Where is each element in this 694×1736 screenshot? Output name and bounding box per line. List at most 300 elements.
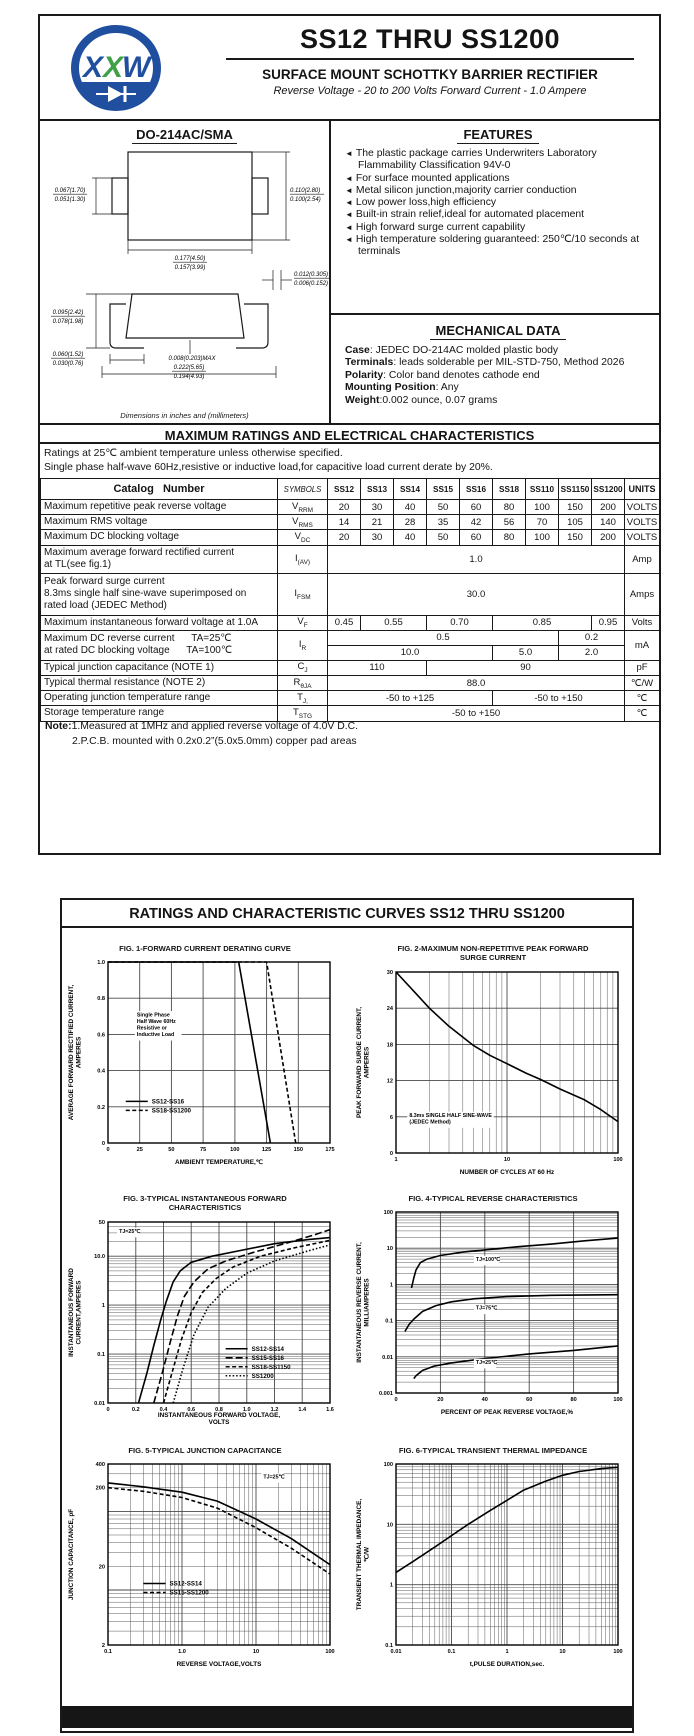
feature-text: The plastic package carries Underwriters Laboratory Flammability Classification 94V-0 bbox=[355, 148, 597, 172]
svg-text:25: 25 bbox=[136, 1147, 143, 1154]
note-line-2: 2.P.C.B. mounted with 0.2x0.2”(5.0x5.0mm) copper pad areas bbox=[72, 736, 357, 748]
svg-text:JUNCTION CAPACITANCE, pF: JUNCTION CAPACITANCE, pF bbox=[68, 1509, 75, 1601]
mechanical-entries bbox=[345, 345, 651, 407]
svg-text:100: 100 bbox=[325, 1649, 335, 1656]
svg-text:100: 100 bbox=[613, 1156, 623, 1163]
feature-text: For surface mounted applications bbox=[355, 172, 510, 184]
svg-text:60: 60 bbox=[526, 1397, 533, 1404]
value-cell: 200 bbox=[592, 530, 625, 545]
svg-text:Single Phase: Single Phase bbox=[136, 1012, 170, 1019]
table-row bbox=[41, 573, 660, 615]
svg-text:0.6: 0.6 bbox=[97, 1032, 105, 1039]
svg-text:30: 30 bbox=[386, 969, 393, 976]
value-cell: 60 bbox=[460, 500, 493, 515]
datasheet-page-2 bbox=[60, 898, 634, 1733]
table-row bbox=[41, 500, 660, 515]
bullet-icon: ◄ bbox=[345, 222, 353, 232]
value-cell: 50 bbox=[427, 500, 460, 515]
value-cell: 30 bbox=[361, 500, 394, 515]
svg-text:8.3ms SINGLE HALF SINE-WAVE: 8.3ms SINGLE HALF SINE-WAVE bbox=[409, 1112, 492, 1119]
product-subtitle: SURFACE MOUNT SCHOTTKY BARRIER RECTIFIER bbox=[262, 67, 598, 82]
value-cell: 200 bbox=[592, 500, 625, 515]
svg-text:20: 20 bbox=[98, 1564, 105, 1571]
package-outline-section bbox=[40, 119, 331, 425]
svg-text:0.8: 0.8 bbox=[215, 1406, 223, 1413]
svg-text:0.2: 0.2 bbox=[131, 1406, 140, 1413]
value-cell: 10.0 bbox=[328, 645, 493, 660]
max-ratings-banner: MAXIMUM RATINGS AND ELECTRICAL CHARACTERISTICS bbox=[40, 423, 659, 444]
logo-letter-x1: X bbox=[83, 51, 104, 84]
figure-fig5 bbox=[66, 1446, 344, 1674]
svg-text:AVERAGE FORWARD RECTIFIED CURR: AVERAGE FORWARD RECTIFIED CURRENT, bbox=[68, 985, 75, 1121]
figure-fig4 bbox=[354, 1194, 632, 1422]
svg-text:SS12-SS14: SS12-SS14 bbox=[169, 1581, 202, 1589]
svg-text:50: 50 bbox=[168, 1147, 175, 1154]
row-symbol: $C_J$ bbox=[278, 660, 328, 675]
value-cell: 0.70 bbox=[427, 615, 493, 630]
value-cell: 35 bbox=[427, 515, 460, 530]
curves-banner: RATINGS AND CHARACTERISTIC CURVES SS12 THRU SS1200 bbox=[62, 900, 632, 928]
dim-body_width-mm: 0.100(2.54) bbox=[290, 197, 321, 203]
value-cell: 140 bbox=[592, 515, 625, 530]
feature-item bbox=[345, 173, 651, 185]
feature-item bbox=[345, 209, 651, 221]
svg-text:175: 175 bbox=[325, 1147, 335, 1154]
svg-text:MILLIAMPERES: MILLIAMPERES bbox=[363, 1278, 371, 1328]
svg-text:1.4: 1.4 bbox=[298, 1406, 307, 1413]
dim-lead_width-mm: 0.051(1.30) bbox=[54, 197, 86, 203]
svg-text:80: 80 bbox=[570, 1397, 577, 1404]
note-line-1: Note:1.Measured at 1MHz and applied reverse voltage of 4.0V D.C. bbox=[45, 721, 359, 732]
feature-item bbox=[345, 148, 651, 173]
svg-text:INSTANTANEOUS FORWARD: INSTANTANEOUS FORWARD bbox=[68, 1268, 75, 1357]
value-cell: 56 bbox=[493, 515, 526, 530]
svg-text:0.1: 0.1 bbox=[385, 1643, 393, 1650]
unit-cell: ℃ bbox=[625, 691, 660, 706]
svg-text:0.8: 0.8 bbox=[97, 996, 105, 1003]
svg-text:0.01: 0.01 bbox=[382, 1355, 393, 1362]
fig2-title: FIG. 2-MAXIMUM NON-REPETITIVE PEAK FORWARD SURGE CURRENT bbox=[397, 944, 589, 963]
dim-standoff-inch: 0.008(0.203)MAX bbox=[168, 356, 216, 362]
value-cell: 42 bbox=[460, 515, 493, 530]
col-catalog-number: Catalog Number bbox=[41, 479, 278, 500]
title-rule bbox=[226, 58, 634, 60]
mechanical-entry: Weight:0.002 ounce, 0.07 grams bbox=[345, 394, 498, 406]
dim-body_height-inch: 0.095(2.42) bbox=[52, 310, 84, 316]
fig6-chart bbox=[354, 1457, 626, 1669]
svg-text:1: 1 bbox=[389, 1583, 393, 1590]
svg-text:10: 10 bbox=[386, 1246, 393, 1253]
svg-text:SS18-SS1200: SS18-SS1200 bbox=[151, 1108, 191, 1116]
svg-text:PERCENT OF PEAK REVERSE VOLTAG: PERCENT OF PEAK REVERSE VOLTAGE,% bbox=[440, 1409, 574, 1417]
svg-text:10: 10 bbox=[559, 1649, 566, 1656]
svg-text:1: 1 bbox=[505, 1649, 509, 1656]
svg-text:10: 10 bbox=[503, 1156, 511, 1163]
bullet-icon: ◄ bbox=[345, 198, 353, 208]
logo-letter-x2: X bbox=[103, 51, 124, 84]
row-symbol: $V_F$ bbox=[278, 615, 328, 630]
features-list bbox=[345, 148, 651, 258]
mechanical-entry: Case: JEDEC DO-214AC molded plastic body bbox=[345, 344, 559, 356]
value-cell: 0.2 bbox=[559, 630, 625, 645]
svg-text:10: 10 bbox=[252, 1649, 260, 1656]
svg-text:24: 24 bbox=[386, 1006, 393, 1013]
right-column bbox=[331, 119, 661, 425]
svg-text:75: 75 bbox=[200, 1147, 207, 1154]
bullet-icon: ◄ bbox=[345, 173, 353, 183]
mechanical-entry: Polarity: Color band denotes cathode end bbox=[345, 369, 540, 381]
svg-text:NUMBER OF CYCLES AT 60 Hz: NUMBER OF CYCLES AT 60 Hz bbox=[459, 1168, 555, 1176]
table-row bbox=[41, 515, 660, 530]
row-symbol: $T_{STG}$ bbox=[278, 706, 328, 721]
svg-text:0: 0 bbox=[106, 1147, 110, 1154]
value-cell: 0.55 bbox=[361, 615, 427, 630]
mechanical-data-section bbox=[331, 315, 661, 407]
fig1-title: FIG. 1-FORWARD CURRENT DERATING CURVE bbox=[119, 944, 291, 953]
fig2-chart bbox=[354, 965, 626, 1177]
svg-text:TJ=100℃: TJ=100℃ bbox=[475, 1257, 500, 1264]
value-cell: 0.85 bbox=[493, 615, 592, 630]
value-cell: 14 bbox=[328, 515, 361, 530]
svg-text:100: 100 bbox=[613, 1397, 623, 1404]
bullet-icon: ◄ bbox=[345, 149, 353, 158]
svg-text:TJ=25℃: TJ=25℃ bbox=[475, 1360, 498, 1367]
company-logo bbox=[70, 24, 162, 112]
col-device-SS1150: SS1150 bbox=[559, 479, 592, 500]
fig5-chart bbox=[66, 1457, 338, 1669]
svg-text:SS18-SS1150: SS18-SS1150 bbox=[251, 1363, 291, 1371]
svg-text:1: 1 bbox=[101, 1303, 105, 1310]
svg-text:(JEDEC Method): (JEDEC Method) bbox=[409, 1119, 451, 1126]
svg-text:0.1: 0.1 bbox=[97, 1352, 105, 1359]
fig5-title: FIG. 5-TYPICAL JUNCTION CAPACITANCE bbox=[128, 1446, 282, 1455]
svg-text:SS12-SS14: SS12-SS14 bbox=[251, 1345, 285, 1353]
value-cell: 0.5 bbox=[328, 630, 559, 645]
unit-cell: pF bbox=[625, 660, 660, 675]
svg-text:Inductive Load: Inductive Load bbox=[136, 1032, 175, 1039]
features-heading: FEATURES bbox=[345, 127, 651, 142]
svg-text:10: 10 bbox=[386, 1522, 393, 1529]
dim-body_length-inch: 0.177(4.50) bbox=[174, 256, 206, 262]
unit-cell: VOLTS bbox=[625, 530, 660, 545]
unit-cell: Volts bbox=[625, 615, 660, 630]
row-label: Maximum DC reverse current TA=25℃ at rated DC blocking voltage TA=100℃ bbox=[41, 630, 278, 660]
figure-fig3 bbox=[66, 1194, 344, 1432]
dim-terminal_thickness-mm: 0.006(0.152) bbox=[294, 281, 329, 287]
svg-text:CURRENT,AMPERES: CURRENT,AMPERES bbox=[75, 1280, 83, 1345]
unit-cell: Amp bbox=[625, 545, 660, 573]
svg-text:0.2: 0.2 bbox=[97, 1105, 105, 1112]
table-row bbox=[41, 630, 660, 645]
value-cell: 0.95 bbox=[592, 615, 625, 630]
row-label: Typical thermal resistance (NOTE 2) bbox=[41, 675, 278, 690]
svg-text:℃/W: ℃/W bbox=[363, 1547, 371, 1563]
part-number-title: SS12 THRU SS1200 bbox=[299, 24, 561, 54]
value-cell: 150 bbox=[559, 530, 592, 545]
svg-text:INSTANTANEOUS FORWARD VOLTAGE,: INSTANTANEOUS FORWARD VOLTAGE, bbox=[157, 1411, 281, 1419]
fig4-title: FIG. 4-TYPICAL REVERSE CHARACTERISTICS bbox=[408, 1194, 578, 1203]
figure-fig1 bbox=[66, 944, 344, 1172]
table-row bbox=[41, 660, 660, 675]
value-cell: 90 bbox=[427, 660, 625, 675]
svg-text:0.4: 0.4 bbox=[159, 1406, 168, 1413]
svg-text:INSTANTANEOUS REVERSE CURRENT,: INSTANTANEOUS REVERSE CURRENT, bbox=[356, 1242, 363, 1364]
svg-text:1: 1 bbox=[389, 1282, 393, 1289]
svg-text:VOLTS: VOLTS bbox=[208, 1418, 230, 1426]
table-row bbox=[41, 545, 660, 573]
header bbox=[40, 16, 659, 121]
row-label: Maximum average forward rectified current at TL(see fig.1) bbox=[41, 545, 278, 573]
dim-terminal_thickness-inch: 0.012(0.305) bbox=[294, 272, 329, 278]
dimensions-caption: Dimensions in inches and (millimeters) bbox=[120, 411, 249, 420]
svg-text:0.4: 0.4 bbox=[97, 1069, 105, 1076]
value-cell: 50 bbox=[427, 530, 460, 545]
col-device-SS110: SS110 bbox=[526, 479, 559, 500]
mechanical-entry: Mounting Position: Any bbox=[345, 382, 459, 394]
svg-text:AMPERES: AMPERES bbox=[75, 1037, 83, 1069]
dim-body_length-mm: 0.157(3.99) bbox=[174, 265, 206, 271]
row-symbol: $V_{DC}$ bbox=[278, 530, 328, 545]
package-drawing bbox=[40, 142, 331, 382]
value-cell: 1.0 bbox=[328, 545, 625, 573]
dim-body_height-mm: 0.078(1.98) bbox=[52, 319, 84, 325]
svg-text:0: 0 bbox=[106, 1406, 110, 1413]
ratings-table bbox=[40, 478, 660, 722]
fig1-chart bbox=[66, 955, 338, 1167]
feature-item bbox=[345, 234, 651, 259]
value-cell: 110 bbox=[328, 660, 427, 675]
dim-overall_length-mm: 0.194(4.93) bbox=[173, 374, 205, 380]
svg-text:40: 40 bbox=[481, 1397, 488, 1404]
figure-fig2 bbox=[354, 944, 632, 1182]
col-device-SS13: SS13 bbox=[361, 479, 394, 500]
row-label: Typical junction capacitance (NOTE 1) bbox=[41, 660, 278, 675]
row-label: Maximum repetitive peak reverse voltage bbox=[41, 500, 278, 515]
svg-text:0.1: 0.1 bbox=[104, 1649, 112, 1656]
table-header-row bbox=[41, 479, 660, 500]
feature-item bbox=[345, 197, 651, 209]
svg-text:400: 400 bbox=[95, 1462, 105, 1469]
svg-text:12: 12 bbox=[386, 1078, 393, 1085]
value-cell: 20 bbox=[328, 530, 361, 545]
dim-lead_length-mm: 0.030(0.76) bbox=[52, 361, 84, 367]
fig4-chart bbox=[354, 1205, 626, 1417]
value-cell: 40 bbox=[394, 500, 427, 515]
col-device-SS16: SS16 bbox=[460, 479, 493, 500]
row-label: Maximum RMS voltage bbox=[41, 515, 278, 530]
feature-text: Built-in strain relief,ideal for automated placement bbox=[355, 209, 585, 221]
dim-lead_length-inch: 0.060(1.52) bbox=[52, 352, 84, 358]
col-symbols: SYMBOLS bbox=[278, 479, 328, 500]
row-label: Maximum instantaneous forward voltage at 1.0A bbox=[41, 615, 278, 630]
svg-text:SS12-SS16: SS12-SS16 bbox=[151, 1099, 185, 1107]
table-row bbox=[41, 691, 660, 706]
svg-text:0: 0 bbox=[389, 1150, 393, 1157]
svg-text:TJ=25℃: TJ=25℃ bbox=[263, 1474, 285, 1481]
unit-cell: Amps bbox=[625, 573, 660, 615]
value-cell: 150 bbox=[559, 500, 592, 515]
value-cell: 60 bbox=[460, 530, 493, 545]
logo-letter-w: W bbox=[122, 51, 151, 84]
svg-text:1: 1 bbox=[394, 1156, 398, 1163]
bullet-icon: ◄ bbox=[345, 234, 353, 244]
ratings-intro-line2: Single phase half-wave 60Hz,resistive or inductive load,for capacitive load current derate by 20%. bbox=[44, 461, 493, 473]
feature-text: High temperature soldering guaranteed: 250℃/10 seconds at terminals bbox=[355, 233, 640, 258]
row-label: Operating junction temperature range bbox=[41, 691, 278, 706]
svg-text:1.0: 1.0 bbox=[97, 960, 105, 967]
svg-text:0.001: 0.001 bbox=[379, 1391, 393, 1398]
svg-text:SS15-SS16: SS15-SS16 bbox=[251, 1354, 285, 1362]
svg-text:100: 100 bbox=[230, 1147, 240, 1154]
svg-text:100: 100 bbox=[383, 1462, 393, 1469]
svg-text:0.01: 0.01 bbox=[390, 1649, 402, 1656]
unit-cell: ℃/W bbox=[625, 675, 660, 690]
value-cell: 80 bbox=[493, 530, 526, 545]
dim-overall_length-inch: 0.222(5.65) bbox=[173, 365, 205, 371]
svg-text:1.0: 1.0 bbox=[178, 1649, 186, 1656]
col-device-SS18: SS18 bbox=[493, 479, 526, 500]
svg-text:0.1: 0.1 bbox=[447, 1649, 456, 1656]
svg-text:PEAK FORWARD SURGE CURRENT,: PEAK FORWARD SURGE CURRENT, bbox=[356, 1006, 363, 1118]
svg-text:REVERSE VOLTAGE,VOLTS: REVERSE VOLTAGE,VOLTS bbox=[176, 1661, 262, 1669]
package-dimension-labels bbox=[51, 188, 331, 380]
mechanical-entry: Terminals: leads solderable per MIL-STD-750, Method 2026 bbox=[345, 357, 625, 369]
package-side-view bbox=[110, 294, 268, 348]
features-section bbox=[331, 119, 661, 315]
row-symbol: $I_{FSM}$ bbox=[278, 573, 328, 615]
svg-text:100: 100 bbox=[383, 1210, 393, 1217]
col-device-SS15: SS15 bbox=[427, 479, 460, 500]
value-cell: 30 bbox=[361, 530, 394, 545]
figure-fig6 bbox=[354, 1446, 632, 1674]
svg-text:Resistive or: Resistive or bbox=[136, 1025, 167, 1032]
value-cell: 40 bbox=[394, 530, 427, 545]
feature-item bbox=[345, 222, 651, 234]
value-cell: 80 bbox=[493, 500, 526, 515]
mechanical-heading: MECHANICAL DATA bbox=[345, 323, 651, 339]
bullet-icon: ◄ bbox=[345, 210, 353, 220]
value-cell: 5.0 bbox=[493, 645, 559, 660]
unit-cell: VOLTS bbox=[625, 515, 660, 530]
footer-bar bbox=[62, 1706, 632, 1728]
ratings-intro bbox=[44, 447, 493, 474]
svg-text:0.6: 0.6 bbox=[187, 1406, 196, 1413]
note-label: Note: bbox=[45, 721, 72, 732]
unit-cell: mA bbox=[625, 630, 660, 660]
table-notes bbox=[45, 719, 358, 749]
value-cell: 88.0 bbox=[328, 675, 625, 690]
package-top-view bbox=[112, 152, 268, 240]
svg-text:200: 200 bbox=[95, 1486, 105, 1493]
value-cell: 20 bbox=[328, 500, 361, 515]
svg-text:1.6: 1.6 bbox=[326, 1406, 334, 1413]
row-symbol: $R_{\theta JA}$ bbox=[278, 675, 328, 690]
value-cell: -50 to +125 bbox=[328, 691, 493, 706]
row-label: Peak forward surge current 8.3ms single half sine-wave superimposed on rated load (JEDEC Method) bbox=[41, 573, 278, 615]
svg-text:0: 0 bbox=[394, 1397, 398, 1404]
value-cell: 0.45 bbox=[328, 615, 361, 630]
fig3-chart bbox=[66, 1215, 338, 1427]
svg-text:50: 50 bbox=[98, 1219, 105, 1226]
value-cell: 28 bbox=[394, 515, 427, 530]
svg-text:t,PULSE DURATION,sec.: t,PULSE DURATION,sec. bbox=[469, 1661, 545, 1669]
feature-text: High forward surge current capability bbox=[355, 221, 526, 233]
ratings-tagline: Reverse Voltage - 20 to 200 Volts Forward Current - 1.0 Ampere bbox=[273, 85, 587, 97]
ratings-intro-line1: Ratings at 25℃ ambient temperature unless otherwise specified. bbox=[44, 448, 343, 459]
header-text bbox=[212, 24, 648, 97]
row-label: Maximum DC blocking voltage bbox=[41, 530, 278, 545]
value-cell: 21 bbox=[361, 515, 394, 530]
value-cell: 105 bbox=[559, 515, 592, 530]
feature-item bbox=[345, 185, 651, 197]
package-name: DO-214AC/SMA bbox=[40, 127, 329, 142]
svg-text:0.1: 0.1 bbox=[385, 1319, 393, 1326]
table-row bbox=[41, 530, 660, 545]
row-symbol: $I_{(AV)}$ bbox=[278, 545, 328, 573]
row-label: Storage temperature range bbox=[41, 706, 278, 721]
datasheet-page-1 bbox=[38, 14, 661, 855]
unit-cell: ℃ bbox=[625, 706, 660, 721]
value-cell: 70 bbox=[526, 515, 559, 530]
fig3-title: FIG. 3-TYPICAL INSTANTANEOUS FORWARD CHARACTERISTICS bbox=[123, 1194, 287, 1213]
svg-text:125: 125 bbox=[261, 1147, 272, 1154]
fig6-title: FIG. 6-TYPICAL TRANSIENT THERMAL IMPEDANCE bbox=[398, 1446, 588, 1455]
svg-text:1.0: 1.0 bbox=[242, 1406, 251, 1413]
row-symbol: $I_R$ bbox=[278, 630, 328, 660]
svg-text:AMBIENT TEMPERATURE,℃: AMBIENT TEMPERATURE,℃ bbox=[174, 1159, 264, 1167]
value-cell: 2.0 bbox=[559, 645, 625, 660]
svg-text:10.0: 10.0 bbox=[94, 1254, 105, 1261]
svg-text:100: 100 bbox=[613, 1649, 623, 1656]
svg-text:AMPERES: AMPERES bbox=[363, 1046, 371, 1079]
svg-text:1.2: 1.2 bbox=[270, 1406, 279, 1413]
svg-text:6: 6 bbox=[389, 1114, 393, 1121]
row-symbol: $V_{RRM}$ bbox=[278, 500, 328, 515]
table-row bbox=[41, 615, 660, 630]
svg-text:18: 18 bbox=[386, 1042, 393, 1049]
svg-text:20: 20 bbox=[437, 1397, 444, 1404]
col-device-SS14: SS14 bbox=[394, 479, 427, 500]
svg-text:2: 2 bbox=[101, 1643, 105, 1650]
svg-text:0.01: 0.01 bbox=[94, 1400, 105, 1407]
svg-text:SS15-SS1200: SS15-SS1200 bbox=[169, 1590, 209, 1598]
svg-text:TRANSIENT THERMAL IMPEDANCE,: TRANSIENT THERMAL IMPEDANCE, bbox=[356, 1499, 363, 1611]
value-cell: 100 bbox=[526, 500, 559, 515]
svg-text:Half Wave 60Hz: Half Wave 60Hz bbox=[136, 1019, 176, 1026]
value-cell: -50 to +150 bbox=[328, 706, 625, 721]
table-row bbox=[41, 675, 660, 690]
row-symbol: $T_{J,}$ bbox=[278, 691, 328, 706]
unit-cell: VOLTS bbox=[625, 500, 660, 515]
col-device-SS12: SS12 bbox=[328, 479, 361, 500]
value-cell: 100 bbox=[526, 530, 559, 545]
svg-text:0: 0 bbox=[101, 1141, 105, 1148]
row-symbol: $V_{RMS}$ bbox=[278, 515, 328, 530]
svg-text:TJ=75℃: TJ=75℃ bbox=[475, 1306, 498, 1313]
col-device-SS1200: SS1200 bbox=[592, 479, 625, 500]
value-cell: 30.0 bbox=[328, 573, 625, 615]
dim-body_width-inch: 0.110(2.80) bbox=[290, 188, 321, 194]
col-units: UNITS bbox=[625, 479, 660, 500]
dim-lines-top bbox=[92, 152, 290, 254]
value-cell: -50 to +150 bbox=[493, 691, 625, 706]
dim-lead_width-inch: 0.067(1.70) bbox=[54, 188, 86, 194]
svg-text:TJ=25℃: TJ=25℃ bbox=[119, 1228, 141, 1235]
svg-text:150: 150 bbox=[293, 1147, 303, 1154]
feature-text: Low power loss,high efficiency bbox=[355, 197, 497, 209]
bullet-icon: ◄ bbox=[345, 185, 353, 195]
svg-text:SS1200: SS1200 bbox=[251, 1372, 274, 1380]
